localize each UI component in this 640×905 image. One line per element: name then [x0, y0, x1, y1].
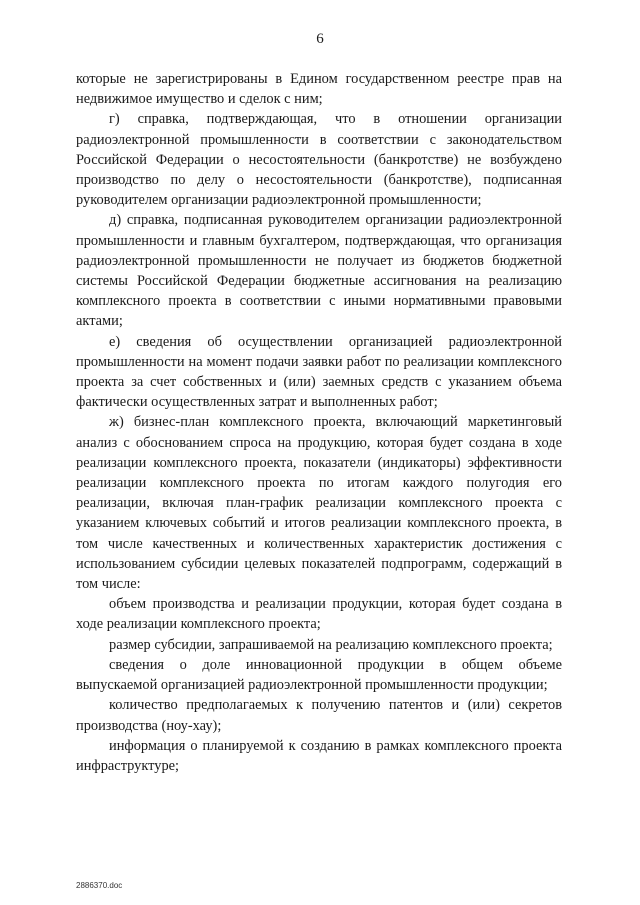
paragraph-item-zh: ж) бизнес-план комплексного проекта, включающий маркетинговый анализ с обоснованием спроса на продукцию, которая будет создана в ходе реализации комплексного проекта, показатели (индикаторы) эффективности реализации комплексного проекта по итогам каждого полугодия его реализации, включая план-график реализации комплексного проекта с указанием ключевых событий и итогов реализации комплексного проекта, в том числе качественных и количественных характеристик достижения с использованием субсидии целевых показателей подпрограмм, содержащий в том числе:	[76, 414, 562, 593]
paragraph-production-volume: объем производства и реализации продукции, которая будет создана в ходе реализации комплексного проекта;	[76, 596, 562, 633]
paragraph-item-d: д) справка, подписанная руководителем организации радиоэлектронной промышленности и главным бухгалтером, подтверждающая, что организация радиоэлектронной промышленности не получает из бюджетов бюджетной системы Российской Федерации бюджетные ассигнования на реализацию комплексного проекта в соответствии с иными нормативными правовыми актами;	[76, 212, 562, 330]
document-body	[76, 69, 562, 776]
page-number: 6	[316, 31, 324, 47]
paragraph-item-e: е) сведения об осуществлении организацией радиоэлектронной промышленности на момент подачи заявки работ по реализации комплексного проекта за счет собственных и (или) заемных средств с указанием объема фактически осуществленных затрат и выполненных работ;	[76, 333, 562, 411]
paragraph-patents-count: количество предполагаемых к получению патентов и (или) секретов производства (ноу-хау);	[76, 697, 562, 734]
paragraph-infrastructure: информация о планируемой к созданию в рамках комплексного проекта инфраструктуре;	[76, 737, 562, 774]
paragraph-subsidy-amount: размер субсидии, запрашиваемой на реализацию комплексного проекта;	[109, 636, 553, 653]
paragraph-continuation: которые не зарегистрированы в Едином государственном реестре прав на недвижимое имущество и сделок с ним;	[76, 71, 562, 108]
document-footer-filename: 2886370.doc	[76, 881, 123, 890]
paragraph-innovation-share: сведения о доле инновационной продукции в общем объеме выпускаемой организацией радиоэлектронной промышленности продукции;	[76, 656, 562, 694]
paragraph-item-g: г) справка, подтверждающая, что в отношении организации радиоэлектронной промышленности в соответствии с законодательством Российской Федерации о несостоятельности (банкротстве) не возбуждено производство по делу о несостоятельности (банкротстве), подписанная руководителем организации радиоэлектронной промышленности;	[76, 111, 562, 209]
